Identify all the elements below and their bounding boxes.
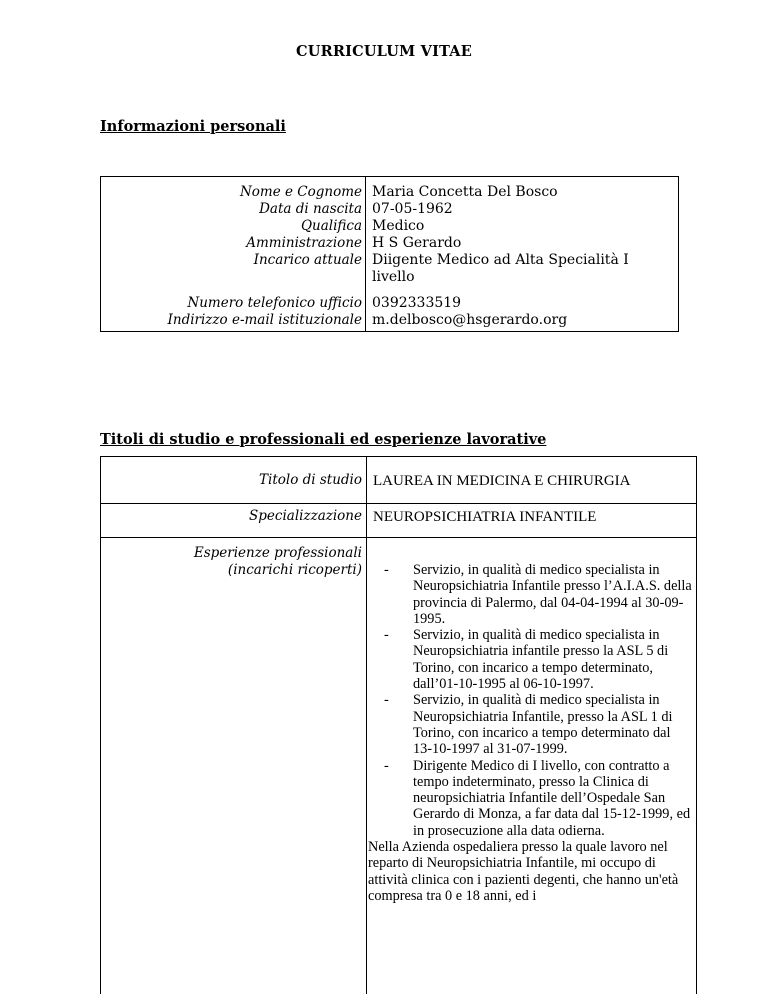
studies-heading: Titoli di studio e professionali ed esperienze lavorative	[100, 431, 547, 448]
list-item: - Dirigente Medico di I livello, con contratto a tempo indeterminato, presso la Clinica di neuropsichiatria Infantile dell’Ospedale San Gerardo di Monza, a far data dal 15-12-1999, ed in prosecuzione alla data odierna.	[384, 757, 691, 839]
label-nome: Nome e Cognome	[239, 184, 362, 200]
personal-info-heading: Informazioni personali	[100, 118, 286, 135]
value-nome: Maria Concetta Del Bosco	[372, 184, 558, 200]
studies-row-separator-2	[100, 537, 697, 538]
value-qualifica: Medico	[372, 218, 425, 234]
experiences-list	[368, 562, 693, 904]
value-specializzazione: NEUROPSICHIATRIA INFANTILE	[373, 509, 597, 525]
page-title: CURRICULUM VITAE	[296, 43, 472, 60]
value-telefono: 0392333519	[372, 295, 462, 311]
label-telefono: Numero telefonico ufficio	[187, 295, 362, 311]
value-titolo-studio: LAUREA IN MEDICINA E CHIRURGIA	[373, 473, 631, 489]
list-item: - Servizio, in qualità di medico specialista in Neuropsichiatria Infantile, presso la ASL 1 di Torino, con incarico a tempo determinato dal 13-10-1997 al 31-07-1999.	[384, 692, 673, 758]
label-esperienze-2: (incarichi ricoperti)	[227, 562, 362, 578]
label-esperienze-1: Esperienze professionali	[193, 545, 362, 561]
label-titolo-studio: Titolo di studio	[259, 472, 362, 488]
experience-paragraph: Nella Azienda ospedaliera presso la quale lavoro nel reparto di Neuropsichiatria Infantile, mi occupo di attività clinica con i pazienti degenti, che hanno un'età compresa tra 0 e 18 anni, ed i	[368, 839, 679, 904]
label-data-nascita: Data di nascita	[259, 201, 362, 217]
studies-row-separator-1	[100, 503, 697, 504]
label-amministrazione: Amministrazione	[246, 235, 362, 251]
list-item: - Servizio, in qualità di medico specialista in Neuropsichiatria Infantile presso l’A.I.A.S. della provincia di Palermo, dal 04-04-1994 al 30-09-1995.	[384, 562, 692, 627]
label-specializzazione: Specializzazione	[249, 508, 362, 524]
label-qualifica: Qualifica	[300, 218, 362, 234]
value-incarico: Diigente Medico ad Alta Specialità I livello	[372, 252, 629, 285]
value-data-nascita: 07-05-1962	[372, 201, 453, 217]
value-amministrazione: H S Gerardo	[372, 235, 462, 251]
value-email: m.delbosco@hsgerardo.org	[372, 312, 568, 328]
label-email: Indirizzo e-mail istituzionale	[167, 312, 362, 328]
personal-info-divider	[365, 176, 366, 332]
list-item: - Servizio, in qualità di medico specialista in Neuropsichiatria infantile presso la ASL 5 di Torino, con incarico a tempo determinato, dall’01-10-1995 al 06-10-1997.	[384, 627, 669, 693]
label-incarico: Incarico attuale	[253, 252, 362, 268]
